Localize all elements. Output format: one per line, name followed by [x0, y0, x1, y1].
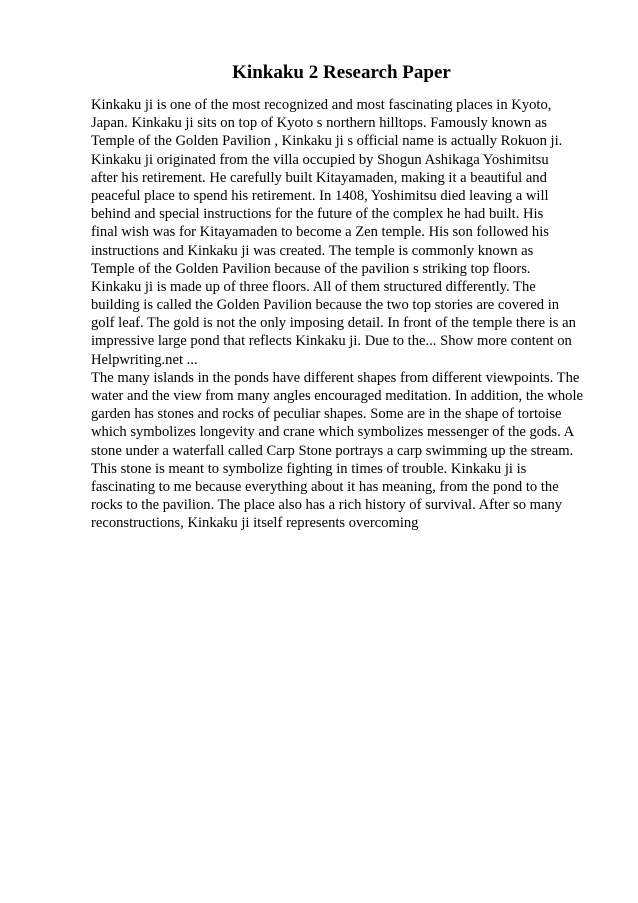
text-line: golf leaf. The gold is not the only imposing detail. In front of the temple there is an [91, 315, 576, 332]
text-line: building is called the Golden Pavilion because the two top stories are covered in [91, 297, 560, 314]
text-line: peaceful place to spend his retirement. In 1408, Yoshimitsu died leaving a will [91, 187, 549, 204]
text-line: rocks to the pavilion. The place also has a rich history of survival. After so many [91, 497, 563, 514]
text-line: behind and special instructions for the future of the complex he had built. His [91, 206, 544, 223]
text-line: Kinkaku ji is made up of three floors. All of them structured differently. The [91, 278, 536, 295]
text-line: Kinkaku ji originated from the villa occupied by Shogun Ashikaga Yoshimitsu [91, 151, 549, 168]
text-line: after his retirement. He carefully built Kitayamaden, making it a beautiful and [91, 169, 547, 186]
text-line: This stone is meant to symbolize fighting in times of trouble. Kinkaku ji is [91, 460, 527, 477]
text-line: stone under a waterfall called Carp Stone portrays a carp swimming up the stream. [91, 442, 574, 459]
text-line: which symbolizes longevity and crane which symbolizes messenger of the gods. A [91, 424, 575, 441]
text-line: reconstructions, Kinkaku ji itself represents overcoming [91, 515, 419, 532]
body-text [91, 96, 583, 533]
text-line: impressive large pond that reflects Kinkaku ji. Due to the... Show more content on [91, 333, 572, 350]
text-line: instructions and Kinkaku ji was created. The temple is commonly known as [91, 242, 534, 259]
text-line: garden has stones and rocks of peculiar shapes. Some are in the shape of tortoise [91, 406, 562, 423]
text-line: water and the view from many angles encouraged meditation. In addition, the whole [91, 388, 583, 404]
text-line: final wish was for Kitayamaden to become a Zen temple. His son followed his [91, 224, 549, 241]
text-line: Helpwriting.net ... [91, 351, 198, 368]
text-line: Japan. Kinkaku ji sits on top of Kyoto s northern hilltops. Famously known as [91, 115, 548, 132]
text-line: Temple of the Golden Pavilion because of the pavilion s striking top floors. [91, 260, 531, 277]
text-line: Temple of the Golden Pavilion , Kinkaku ji s official name is actually Rokuon ji. [91, 133, 563, 150]
text-line: Kinkaku ji is one of the most recognized and most fascinating places in Kyoto, [91, 97, 552, 113]
page-title: Kinkaku 2 Research Paper [232, 62, 451, 83]
text-line: The many islands in the ponds have different shapes from different viewpoints. The [91, 369, 580, 386]
text-line: fascinating to me because everything about it has meaning, from the pond to the [91, 478, 559, 495]
